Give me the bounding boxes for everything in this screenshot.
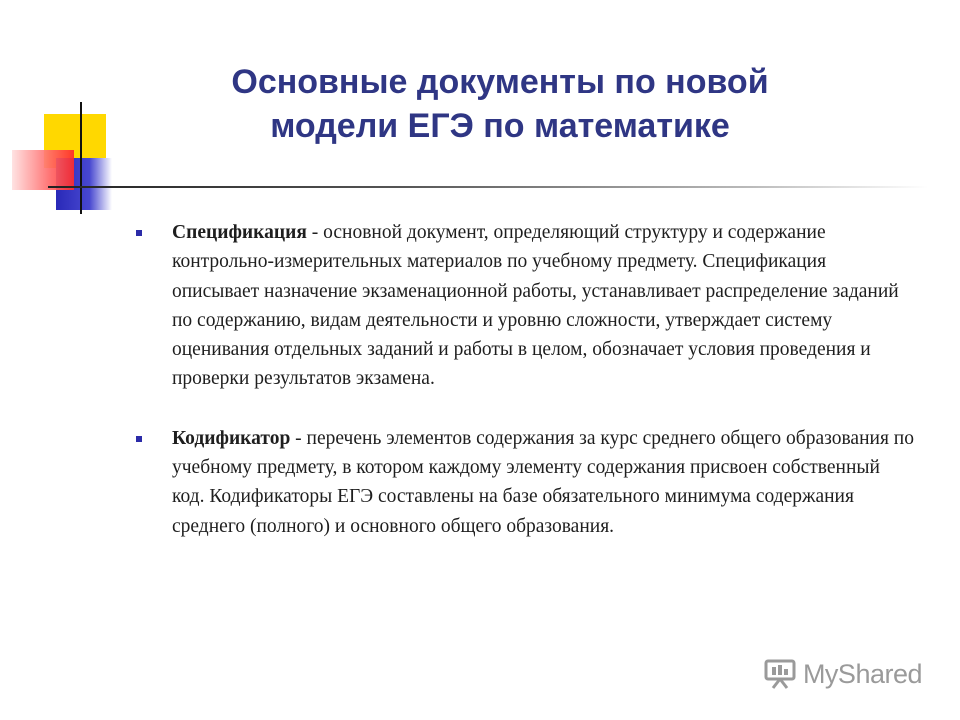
watermark[interactable] [763,656,922,692]
slide-title [150,60,850,148]
title-line-2: модели ЕГЭ по математике [270,107,730,145]
bullet-item-specification [136,218,916,394]
square-bullet-icon [136,230,142,236]
bullet-item-codifier [136,424,916,541]
bullet-list [136,218,916,541]
title-line-1: Основные документы по новой [231,63,769,101]
bullet-text: - основной документ, определяющий структуру и содержание контрольно-измерительных материалов по учебному предмету. Спецификация описывает назначение экзаменационной работы, устанавливает распределение заданий по содержанию, видам деятельности и уровню сложности, утверждает систему оценивания отдельных заданий и работы в целом, обозначает условия проведения и проверки результатов экзамена. [172,222,899,390]
square-bullet-icon [136,436,142,442]
red-square [12,150,74,190]
title-underline [48,186,928,188]
watermark-text: MyShared [802,658,922,689]
bullet-term: Кодификатор [172,427,291,449]
bullet-term: Спецификация [172,222,307,243]
presentation-board-icon [763,658,797,690]
vertical-rule [80,102,82,214]
bullet-text: - перечень элементов содержания за курс среднего общего образования по учебному предмету, в котором каждому элементу содержания присвоен собственный код. Кодификаторы ЕГЭ составлены на базе обязательного минимума содержания среднего (полного) и основного общего образования. [172,427,914,537]
corner-decoration [0,0,140,230]
